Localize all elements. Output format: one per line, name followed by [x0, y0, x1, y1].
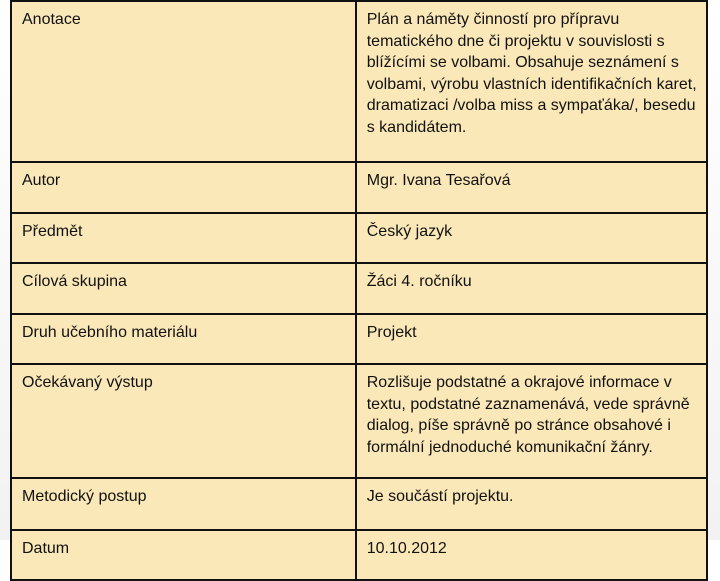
- table-row: [11, 530, 707, 580]
- row-label: Metodický postup: [11, 478, 356, 530]
- table-row: [11, 314, 707, 364]
- row-value: Rozlišuje podstatné a okrajové informace v textu, podstatné zaznamenává, vede správně dialog, píše správně po stránce obsahové i formální jednoduché komunikační žánry.: [356, 364, 707, 478]
- metadata-table: [10, 0, 708, 581]
- table-row: [11, 364, 707, 478]
- table-row: [11, 263, 707, 314]
- row-value: 10.10.2012: [356, 530, 707, 580]
- row-label: Předmět: [11, 213, 356, 263]
- table-row: [11, 213, 707, 263]
- row-value: Český jazyk: [356, 213, 707, 263]
- row-label: Anotace: [11, 1, 356, 162]
- row-label: Autor: [11, 162, 356, 213]
- row-value: Je součástí projektu.: [356, 478, 707, 530]
- row-value: Mgr. Ivana Tesařová: [356, 162, 707, 213]
- row-value: Projekt: [356, 314, 707, 364]
- row-label: Druh učebního materiálu: [11, 314, 356, 364]
- row-value: Žáci 4. ročníku: [356, 263, 707, 314]
- row-label: Očekávaný výstup: [11, 364, 356, 478]
- table-row: [11, 1, 707, 162]
- row-value: Plán a náměty činností pro přípravu tematického dne či projektu v souvislosti s blížícími se volbami. Obsahuje seznámení s volbami, výrobu vlastních identifikačních karet, dramatizaci /volba miss a sympaťáka/, besedu s kandidátem.: [356, 1, 707, 162]
- row-label: Datum: [11, 530, 356, 580]
- table-row: [11, 478, 707, 530]
- row-label: Cílová skupina: [11, 263, 356, 314]
- table-row: [11, 162, 707, 213]
